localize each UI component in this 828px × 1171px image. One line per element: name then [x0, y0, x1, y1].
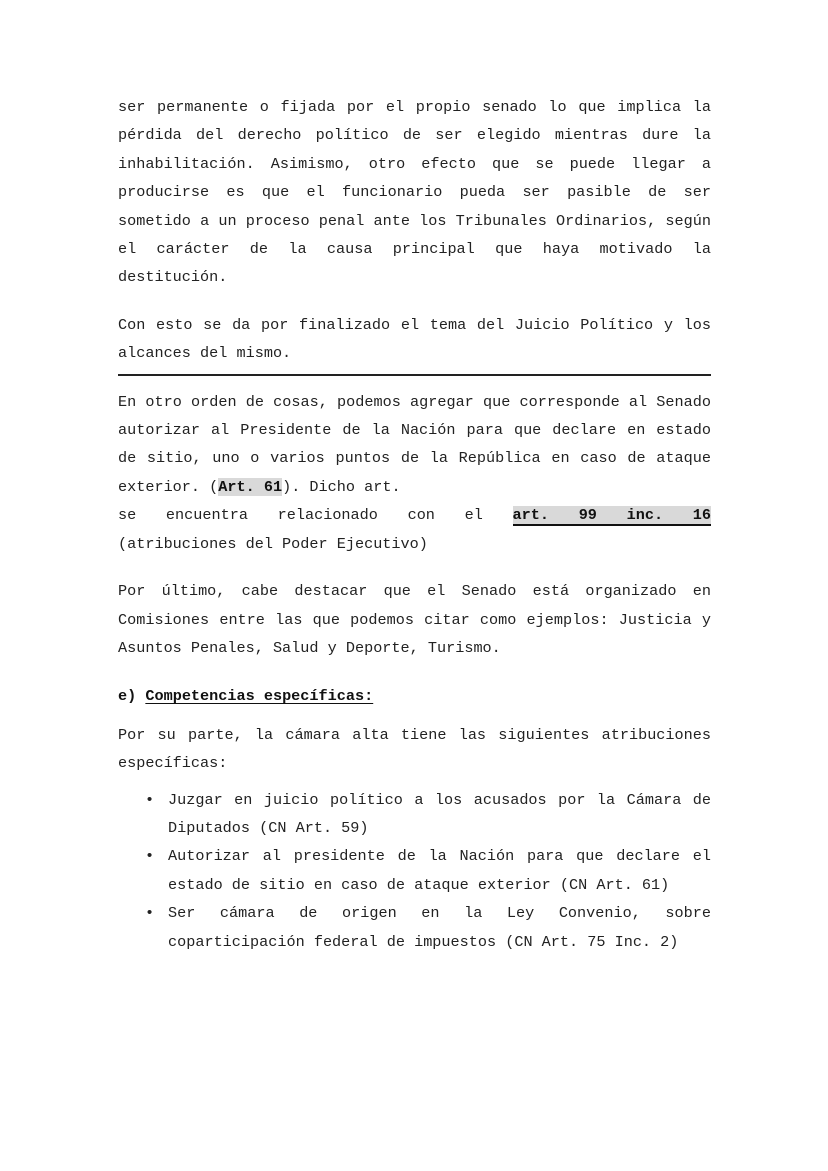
estado-de-sitio-text: En otro orden de cosas, podemos agregar que corresponde al Senado autorizar al Presidente de la Nación para que declare en estado de sitio, uno o varios puntos de la República en caso de ataque exterior. ( — [118, 392, 711, 496]
list-item-text: Ser cámara de origen en la Ley Convenio, sobre coparticipación federal de impuestos (CN Art. 75 Inc. 2) — [168, 904, 711, 951]
paragraph-estado-de-sitio — [118, 388, 711, 558]
paragraph-comisiones: Por último, cabe destacar que el Senado está organizado en Comisiones entre las que podemos citar como ejemplos: Justicia y Asuntos Penales, Salud y Deporte, Turismo. — [118, 582, 711, 657]
paragraph-intro: Por su parte, la cámara alta tiene las siguientes atribuciones específicas: — [118, 725, 711, 773]
document-page — [118, 93, 711, 956]
relacionado-line — [118, 501, 711, 529]
attributions-list — [118, 786, 711, 956]
list-item — [118, 786, 711, 843]
bullet-icon: • — [145, 790, 155, 809]
bullet-icon: • — [145, 847, 155, 866]
list-item-text: Juzgar en juicio político a los acusados por la Cámara de Diputados (CN Art. 59) — [168, 790, 711, 837]
list-item — [118, 842, 711, 899]
list-item — [118, 899, 711, 956]
relacionado-text: se encuentra relacionado con el — [118, 506, 483, 525]
dicho-art-text: ). Dicho art. — [282, 477, 401, 496]
section-title: Competencias específicas: — [145, 687, 374, 706]
article-61-reference: Art. 61 — [218, 477, 283, 496]
paragraph-destitucion: ser permanente o fijada por el propio senado lo que implica la pérdida del derecho político de ser elegido mientras dure la inhabilitación. Asimismo, otro efecto que se puede llegar a producirse es que el funcionario pueda ser pasible de ser sometido a un proceso penal ante los Tribunales Ordinarios, según el carácter de la causa principal que haya motivado la destitución. — [118, 98, 711, 287]
section-prefix: e) — [118, 687, 137, 706]
article-99-reference: art. 99 inc. 16 — [512, 506, 711, 525]
horizontal-divider — [118, 374, 711, 376]
atribuciones-text: (atribuciones del Poder Ejecutivo) — [118, 534, 428, 553]
bullet-icon: • — [145, 904, 155, 923]
paragraph-finalizado: Con esto se da por finalizado el tema del Juicio Político y los alcances del mismo. — [118, 315, 711, 363]
list-item-text: Autorizar al presidente de la Nación para que declare el estado de sitio en caso de ataque exterior (CN Art. 61) — [168, 847, 711, 894]
section-heading — [118, 682, 711, 710]
